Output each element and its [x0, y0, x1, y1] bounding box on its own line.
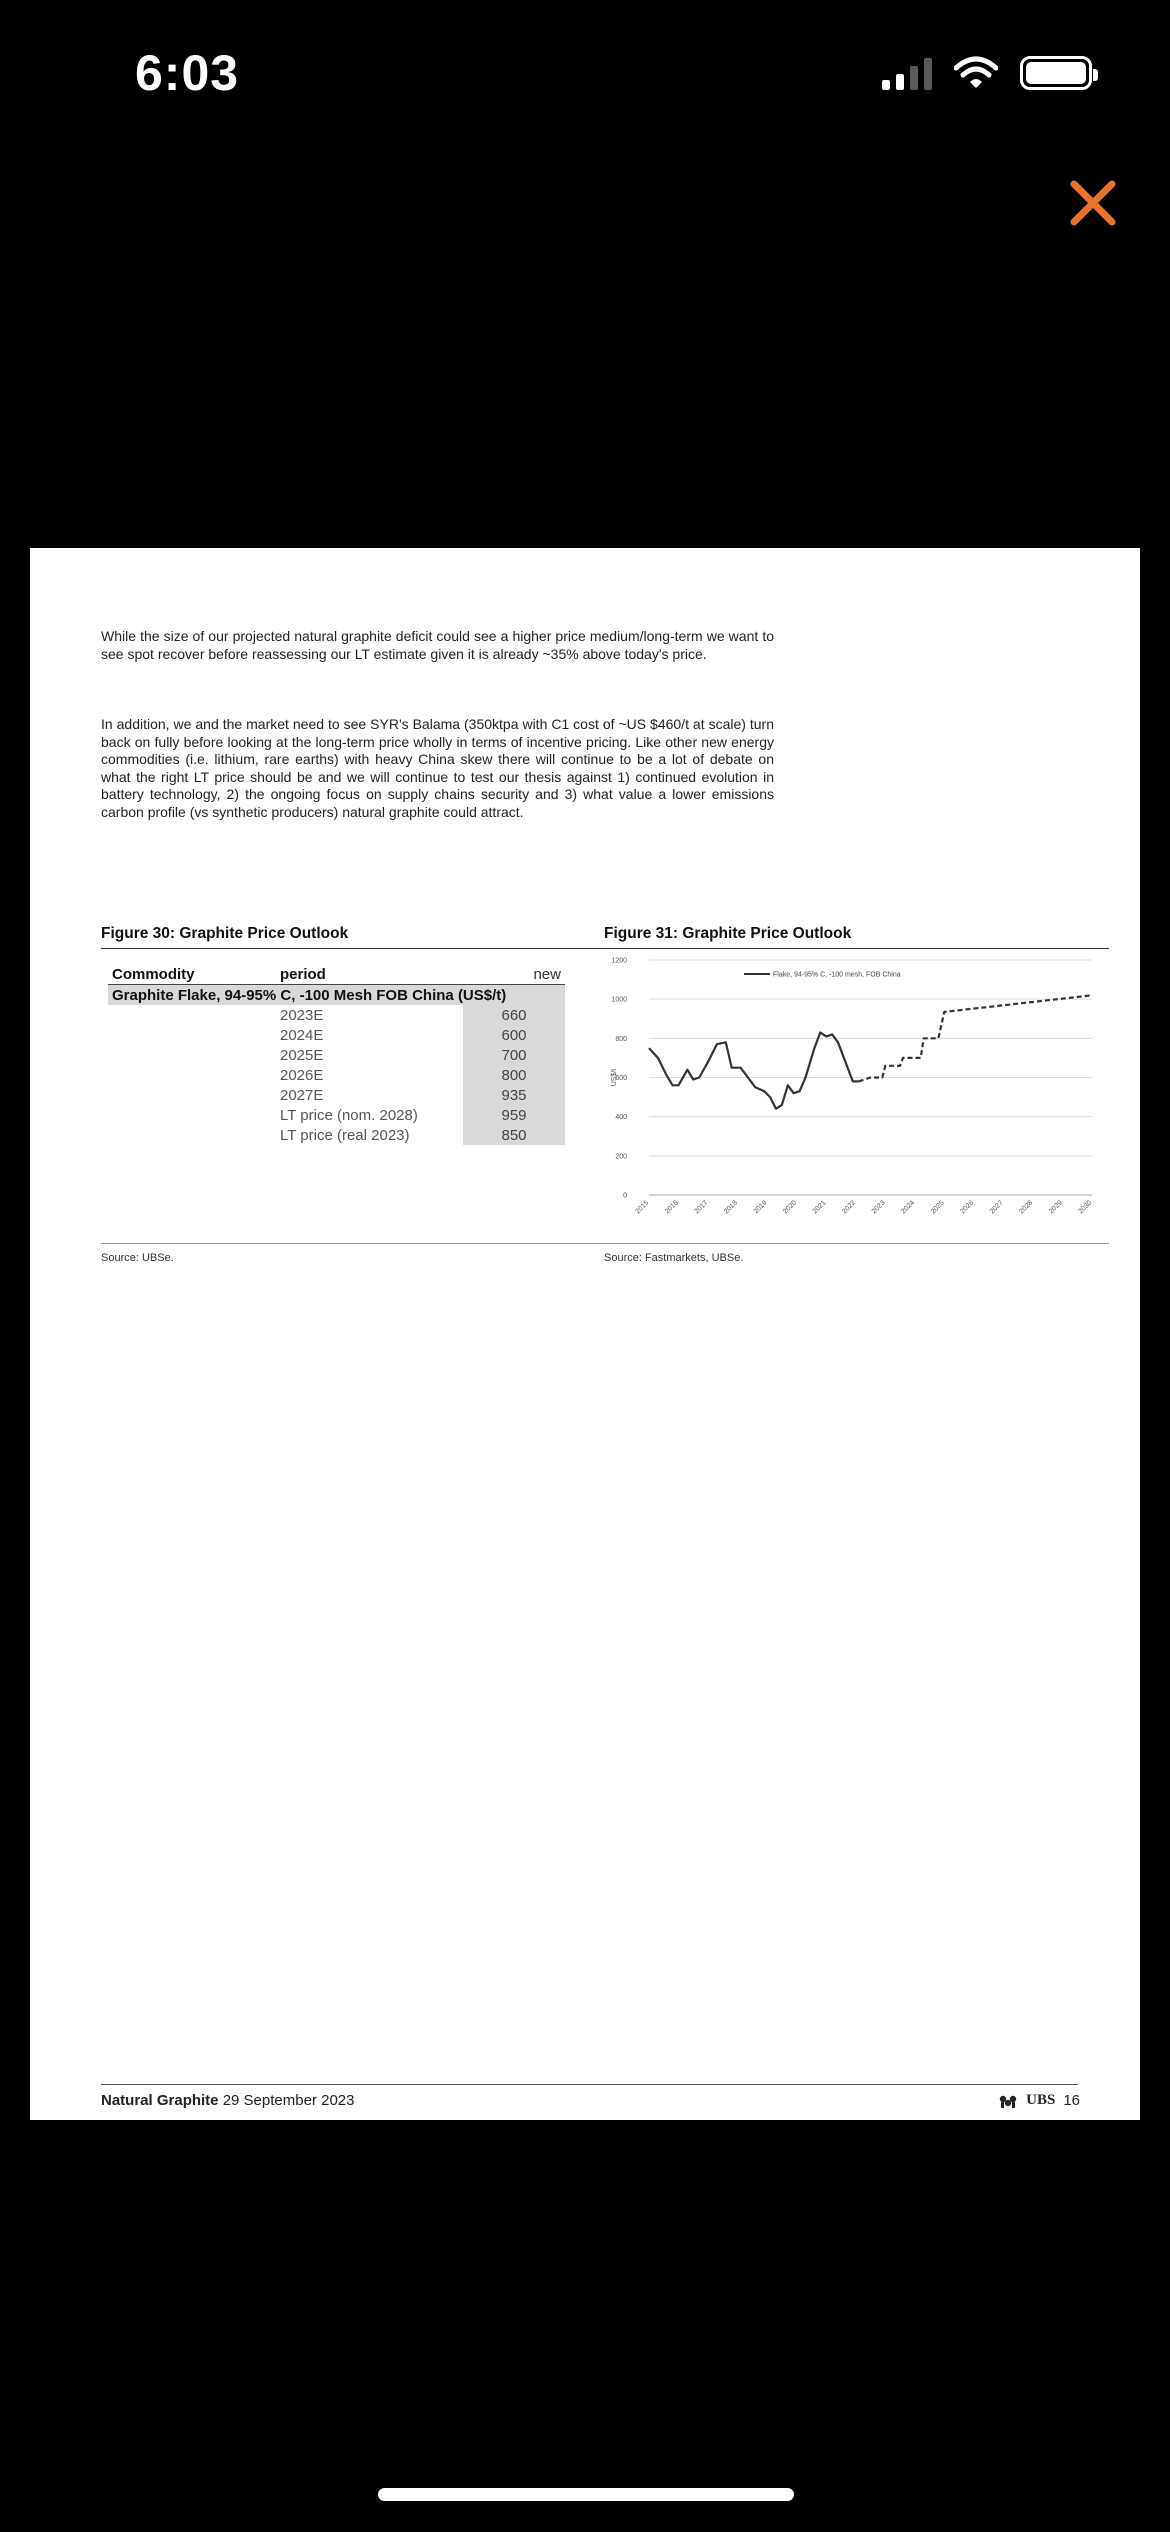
x-tick-label: 2024	[900, 1199, 917, 1216]
table-row	[108, 1085, 565, 1105]
row-value: 959	[463, 1105, 565, 1125]
home-indicator[interactable]	[378, 2488, 794, 2501]
y-tick-label: 800	[615, 1035, 627, 1043]
x-tick-label: 2028	[1018, 1199, 1035, 1216]
y-tick-label: 1200	[611, 957, 627, 965]
header-new: new	[463, 964, 565, 985]
status-icons	[882, 56, 1092, 90]
graphite-price-chart	[604, 950, 1109, 1240]
table-subheader: Graphite Flake, 94-95% C, -100 Mesh FOB China (US$/t)	[108, 985, 565, 1006]
x-tick-label: 2018	[723, 1199, 740, 1216]
row-period: LT price (nom. 2028)	[280, 1106, 418, 1124]
x-tick-label: 2019	[752, 1199, 769, 1216]
figure-31-source: Source: Fastmarkets, UBSe.	[604, 1252, 744, 1264]
legend-label: Flake, 94-95% C, -100 mesh, FOB China	[773, 971, 901, 979]
close-button[interactable]	[1058, 168, 1128, 238]
table-subheader-row	[108, 985, 565, 1006]
figure-30-source: Source: UBSe.	[101, 1252, 174, 1264]
table-header-row	[108, 964, 565, 985]
battery-icon	[1020, 56, 1092, 90]
y-axis-label: US$/t	[611, 1068, 618, 1087]
x-tick-label: 2030	[1077, 1199, 1094, 1216]
x-tick-label: 2025	[929, 1199, 946, 1216]
figure-30-top-rule	[101, 948, 606, 949]
footer-left	[101, 2092, 354, 2109]
wifi-icon	[954, 56, 998, 90]
footer-title: Natural Graphite	[101, 2092, 219, 2109]
paragraph-1: While the size of our projected natural graphite deficit could see a higher price medium/long-term we want to see spot recover before reassessing our LT estimate given it is already ~35% above today's price.	[101, 628, 774, 662]
row-value: 935	[463, 1085, 565, 1105]
header-period: period	[276, 964, 463, 985]
row-value: 660	[463, 1005, 565, 1025]
x-tick-label: 2023	[870, 1199, 887, 1216]
x-tick-label: 2027	[988, 1199, 1005, 1216]
price-series-line	[649, 1033, 859, 1109]
footer-page-number: 16	[1063, 2092, 1080, 2109]
status-time: 6:03	[135, 45, 240, 101]
figure-31-bottom-rule	[604, 1243, 1109, 1244]
table-row	[108, 1105, 565, 1125]
row-value: 700	[463, 1045, 565, 1065]
table-row	[108, 1065, 565, 1085]
footer-date: 29 September 2023	[222, 2092, 355, 2109]
figure-31-title: Figure 31: Graphite Price Outlook	[604, 925, 852, 942]
x-tick-label: 2020	[782, 1199, 799, 1216]
row-period: 2026E	[280, 1066, 324, 1084]
footer-brand: UBS	[1026, 2092, 1056, 2108]
x-tick-label: 2016	[663, 1199, 680, 1216]
paragraph-2: In addition, we and the market need to see SYR's Balama (350ktpa with C1 cost of ~US $460/t at scale) turn back on fully before looking at the long-term price wholly in terms of incentive pricing. Like other new energy commodities (i.e. lithium, rare earths) with heavy China skew there will continue to be a lot of debate on what the right LT price should be and we will continue to test our thesis against 1) continued evolution in battery technology, 2) the ongoing focus on supply chains security and 3) what value a lower emissions carbon profile (vs synthetic producers) natural graphite could attract.	[101, 716, 774, 820]
signal-icon	[882, 56, 932, 90]
y-tick-label: 400	[615, 1114, 627, 1122]
figure-30-bottom-rule	[101, 1243, 606, 1244]
x-tick-label: 2026	[959, 1199, 976, 1216]
row-period: 2027E	[280, 1086, 324, 1104]
ubs-keys-icon	[998, 2094, 1018, 2108]
y-tick-label: 200	[615, 1153, 627, 1161]
footer-rule	[101, 2084, 1078, 2085]
x-tick-label: 2021	[811, 1199, 828, 1216]
figure-30-title: Figure 30: Graphite Price Outlook	[101, 925, 349, 942]
table-row	[108, 1025, 565, 1045]
footer-right	[998, 2092, 1080, 2109]
row-value: 800	[463, 1065, 565, 1085]
row-period: LT price (real 2023)	[280, 1126, 410, 1144]
x-tick-label: 2022	[841, 1199, 858, 1216]
header-commodity: Commodity	[108, 964, 276, 985]
table-row	[108, 1125, 565, 1145]
y-tick-label: 0	[623, 1192, 627, 1200]
price-outlook-table	[108, 964, 565, 1145]
row-value: 850	[463, 1125, 565, 1145]
table-row	[108, 1005, 565, 1025]
row-period: 2024E	[280, 1026, 324, 1044]
close-icon	[1069, 179, 1117, 227]
y-tick-label: 600	[615, 1075, 627, 1082]
x-tick-label: 2017	[693, 1199, 710, 1216]
row-value: 600	[463, 1025, 565, 1045]
figure-31-top-rule	[604, 948, 1109, 949]
row-period: 2023E	[280, 1006, 324, 1024]
x-tick-label: 2015	[634, 1199, 651, 1216]
table-row	[108, 1045, 565, 1065]
y-tick-label: 1000	[611, 996, 627, 1004]
x-tick-label: 2029	[1047, 1199, 1064, 1216]
row-period: 2025E	[280, 1046, 324, 1064]
document-page	[30, 548, 1140, 2120]
